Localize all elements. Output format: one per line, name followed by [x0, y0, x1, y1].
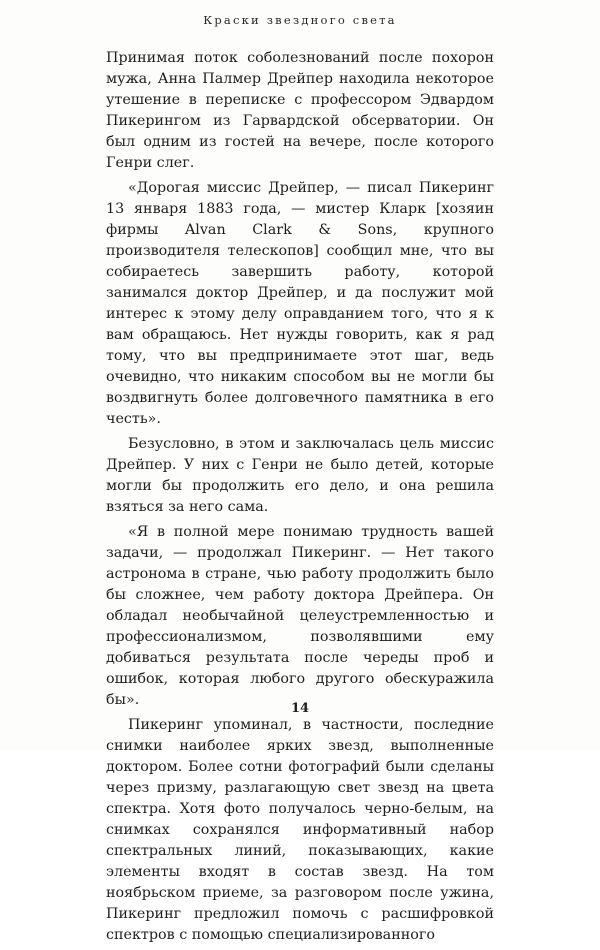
- paragraph: Безусловно, в этом и заключалась цель миссис Дрейпер. У них с Генри не было детей, которые могли бы продолжить его дело, и она решила взяться за него сама.: [106, 436, 494, 515]
- paragraph: Пикеринг упоминал, в частности, последние снимки наиболее ярких звезд, выполненные доктором. Более сотни фотографий были сделаны через призму, разлагающую свет звезд на цвета спектра. Хотя фото получалось черно-белым, на снимках сохранялся информативный набор спектральных линий, показывающих, какие элементы входят в состав звезд. На том ноябрьском приеме, за разговором после ужина, Пикеринг предложил помочь с расшифровкой спектров с помощью специализированного: [106, 717, 494, 943]
- running-head: Краски звездного света: [203, 13, 397, 27]
- paragraph: «Дорогая миссис Дрейпер, — писал Пикеринг 13 января 1883 года, — мистер Кларк [хозяин фирмы Alvan Clark & Sons, крупного производителя телескопов] сообщил мне, что вы собираетесь завершить работу, которой занимался доктор Дрейпер, и да послужит мой интерес к этому делу оправданием того, что я к вам обращаюсь. Нет нужды говорить, как я рад тому, что вы предпринимаете этот шаг, ведь очевидно, что никаким способом вы не могли бы воздвигнуть более долговечного памятника в его честь».: [106, 180, 494, 427]
- page-number: 14: [290, 701, 310, 716]
- paragraph: Принимая поток соболезнований после похорон мужа, Анна Палмер Дрейпер находила некоторое утешение в переписке с профессором Эдвардом Пикерингом из Гарвардской обсерватории. Он был одним из гостей на вечере, после которого Генри слег.: [106, 50, 494, 171]
- paragraph: «Я в полной мере понимаю трудность вашей задачи, — продолжал Пикеринг. — Нет такого астронома в стране, чью работу продолжить было бы сложнее, чем работу доктора Дрейпера. Он обладал необычайной целеустремленностью и профессионализмом, позволявшими ему добиваться результата после череды проб и ошибок, которая любого другого обескуражила бы».: [106, 524, 494, 708]
- body-text: [106, 48, 494, 950]
